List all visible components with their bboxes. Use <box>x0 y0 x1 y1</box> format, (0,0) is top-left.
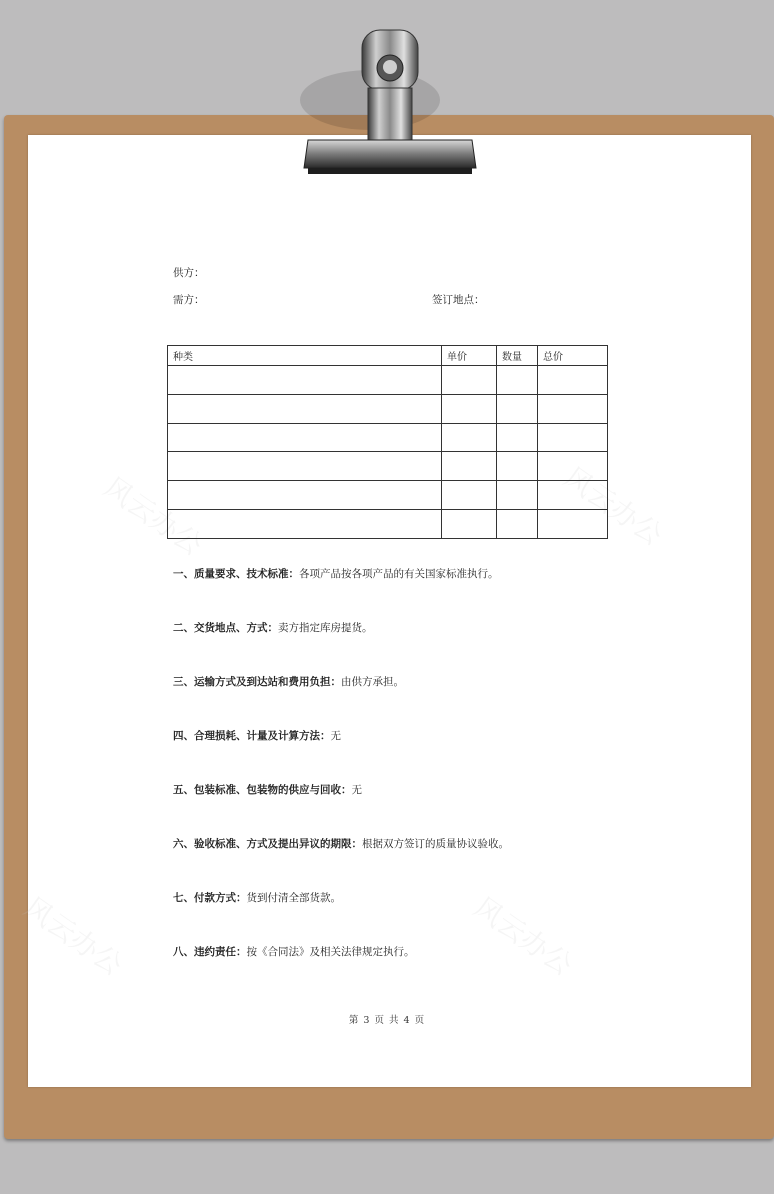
table-cell <box>538 423 608 452</box>
column-header: 单价 <box>442 346 497 366</box>
clause-title: 二、交货地点、方式： <box>173 622 278 634</box>
clause-title: 一、质量要求、技术标准： <box>173 568 299 580</box>
table-cell <box>168 510 442 539</box>
clause-text: 无 <box>330 730 341 742</box>
clause-delivery <box>173 620 373 635</box>
table-cell <box>442 423 497 452</box>
table-header-row <box>168 346 608 366</box>
table-row <box>168 423 608 452</box>
clause-text: 无 <box>351 784 362 796</box>
table-cell <box>497 481 538 510</box>
clause-packaging <box>173 782 362 797</box>
clause-acceptance <box>173 836 509 851</box>
table-row <box>168 452 608 481</box>
table-row <box>168 481 608 510</box>
clause-transport <box>173 674 404 689</box>
watermark: 风云办公 <box>97 470 209 562</box>
binder-clip-icon <box>290 20 490 180</box>
table-cell <box>168 481 442 510</box>
table-cell <box>538 510 608 539</box>
watermark: 风云办公 <box>557 460 669 552</box>
table-cell <box>168 366 442 395</box>
clause-title: 八、违约责任： <box>173 946 247 958</box>
page-number: 第 3 页 共 4 页 <box>348 1015 426 1026</box>
table-cell <box>538 481 608 510</box>
table-cell <box>497 452 538 481</box>
watermark: 风云办公 <box>467 890 579 982</box>
table-cell <box>442 394 497 423</box>
table-cell <box>497 394 538 423</box>
column-header: 数量 <box>497 346 538 366</box>
table-cell <box>168 394 442 423</box>
table-cell <box>538 394 608 423</box>
table-cell <box>442 481 497 510</box>
clause-text: 各项产品按各项产品的有关国家标准执行。 <box>299 568 499 580</box>
clause-title: 五、包装标准、包装物的供应与回收： <box>173 784 352 796</box>
column-header: 种类 <box>168 346 442 366</box>
table-row <box>168 510 608 539</box>
clause-title: 七、付款方式： <box>173 892 247 904</box>
buyer-label: 需方： <box>173 294 205 306</box>
goods-table <box>167 345 608 539</box>
clause-text: 货到付清全部货款。 <box>246 892 341 904</box>
clause-quality <box>173 566 499 581</box>
clause-text: 根据双方签订的质量协议验收。 <box>362 838 509 850</box>
clause-title: 四、合理损耗、计量及计算方法： <box>173 730 331 742</box>
watermark: 风云办公 <box>17 890 129 982</box>
table-cell <box>538 366 608 395</box>
clause-liability <box>173 944 415 959</box>
clause-text: 卖方指定库房提货。 <box>278 622 373 634</box>
supplier-label: 供方： <box>173 267 205 279</box>
clause-loss <box>173 728 341 743</box>
table-cell <box>442 366 497 395</box>
clause-payment <box>173 890 341 905</box>
table-cell <box>497 423 538 452</box>
clause-title: 六、验收标准、方式及提出异议的期限： <box>173 838 362 850</box>
table-cell <box>168 423 442 452</box>
column-header: 总价 <box>538 346 608 366</box>
table-cell <box>168 452 442 481</box>
table-cell <box>497 366 538 395</box>
sign-place-label: 签订地点： <box>432 294 485 306</box>
clause-text: 按《合同法》及相关法律规定执行。 <box>246 946 415 958</box>
table-cell <box>442 452 497 481</box>
table-cell <box>497 510 538 539</box>
clause-text: 由供方承担。 <box>341 676 404 688</box>
table-cell <box>538 452 608 481</box>
table-row <box>168 366 608 395</box>
table-row <box>168 394 608 423</box>
table-cell <box>442 510 497 539</box>
clause-title: 三、运输方式及到达站和费用负担： <box>173 676 341 688</box>
